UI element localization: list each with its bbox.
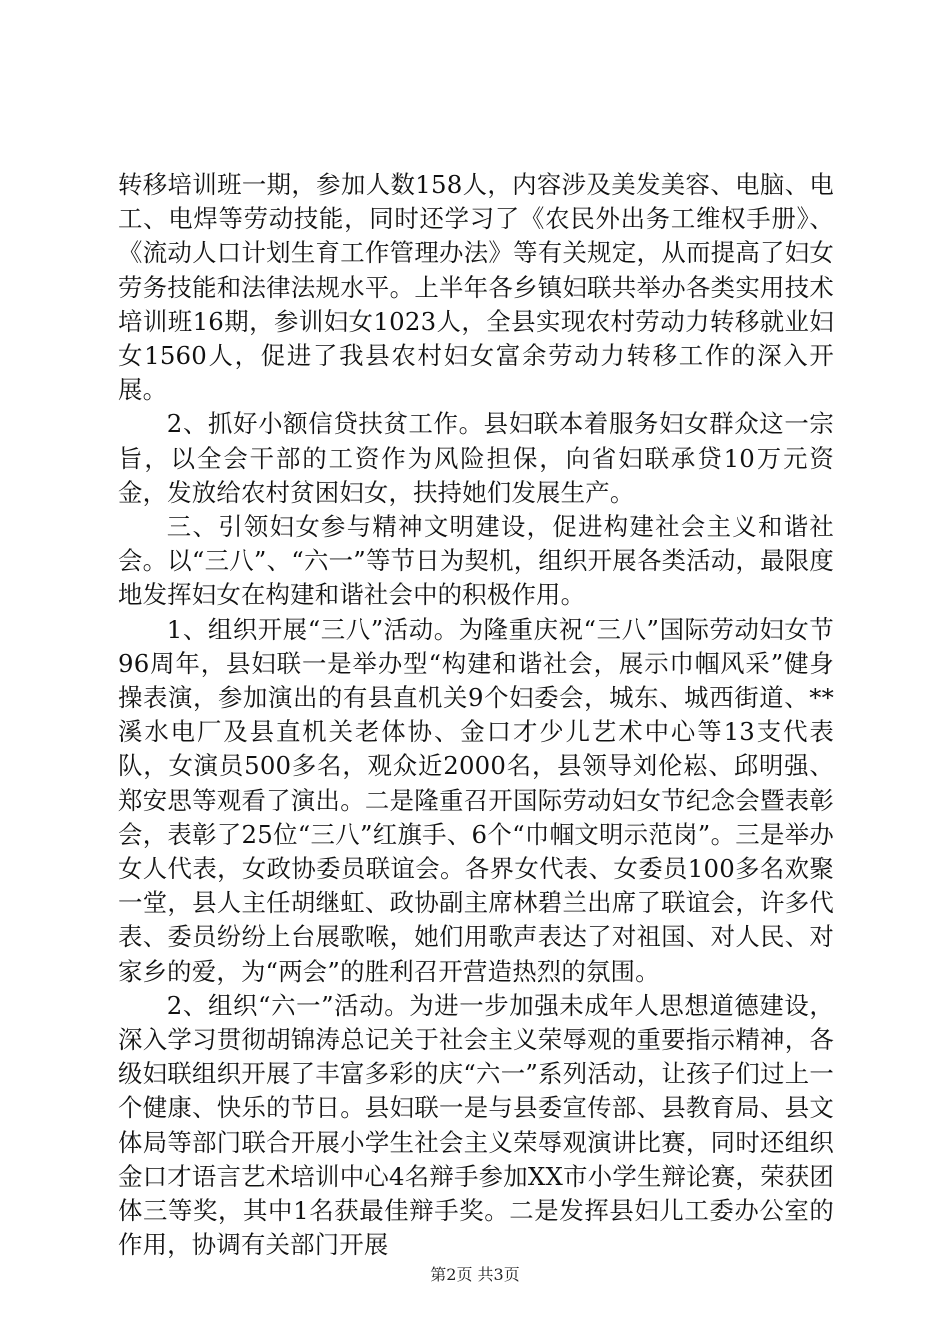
document-body xyxy=(118,168,834,1260)
paragraph: 2、组织“六一”活动。为进一步加强未成年人思想道德建设，深入学习贯彻胡锦涛总记关于社会主义荣辱观的重要指示精神，各级妇联组织开展了丰富多彩的庆“六一”系列活动，让孩子们过上一个健康、快乐的节日。县妇联一是与县委宣传部、县教育局、县文体局等部门联合开展小学生社会主义荣辱观演讲比赛，同时还组织金口才语言艺术培训中心4名辩手参加XX市小学生辩论赛，荣获团体三等奖，其中1名获最佳辩手奖。二是发挥县妇儿工委办公室的作用，协调有关部门开展 xyxy=(118,990,834,1260)
page-number-footer: 第2页 共3页 xyxy=(430,1265,520,1284)
paragraph: 2、抓好小额信贷扶贫工作。县妇联本着服务妇女群众这一宗旨，以全会干部的工资作为风险担保，向省妇联承贷10万元资金，发放给农村贫困妇女，扶持她们发展生产。 xyxy=(118,409,834,507)
paragraph: 1、组织开展“三八”活动。为隆重庆祝“三八”国际劳动妇女节96周年，县妇联一是举办型“构建和谐社会，展示巾帼风采”健身操表演，参加演出的有县直机关9个妇委会，城东、城西街道、**溪水电厂及县直机关老体协、金口才少儿艺术中心等13支代表队，女演员500多名，观众近2000名，县领导刘伦崧、邱明强、郑安思等观看了演出。二是隆重召开国际劳动妇女节纪念会暨表彰会，表彰了25位“三八”红旗手、6个“巾帼文明示范岗”。三是举办女人代表，女政协委员联谊会。各界女代表、女委员100多名欢聚一堂，县人主任胡继虹、政协副主席林碧兰出席了联谊会，许多代表、委员纷纷上台展歌喉，她们用歌声表达了对祖国、对人民、对家乡的爱，为“两会”的胜利召开营造热烈的氛围。 xyxy=(118,614,834,986)
paragraph: 三、引领妇女参与精神文明建设，促进构建社会主义和谐社会。以“三八”、“六一”等节日为契机，组织开展各类活动，最限度地发挥妇女在构建和谐社会中的积极作用。 xyxy=(118,512,834,610)
paragraph: 转移培训班一期，参加人数158人，内容涉及美发美容、电脑、电工、电焊等劳动技能，同时还学习了《农民外出务工维权手册》、《流动人口计划生育工作管理办法》等有关规定，从而提高了妇女劳务技能和法律法规水平。上半年各乡镇妇联共举办各类实用技术培训班16期，参训妇女1023人，全县实现农村劳动力转移就业妇女1560人，促进了我县农村妇女富余劳动力转移工作的深入开展。 xyxy=(118,170,834,405)
